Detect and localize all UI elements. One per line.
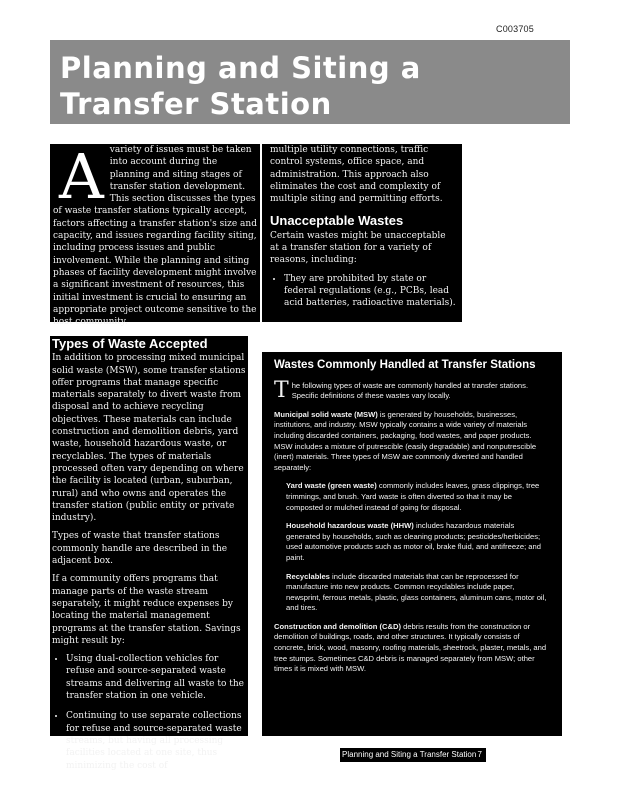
box-drop-cap: T: [274, 377, 289, 403]
types-heading: Types of Waste Accepted: [52, 336, 208, 351]
intro-text: [50, 140, 260, 328]
page-number: 7: [477, 750, 482, 759]
types-of-waste-section: [50, 336, 248, 771]
msw-definition: [274, 410, 550, 474]
yard-text: commonly includes leaves, grass clippings, tree trimmings, and brush. Yard waste is often diverted so that it may be composted or mulched instead of going for disposal.: [286, 481, 540, 512]
box-title: Wastes Commonly Handled at Transfer Stations: [274, 359, 536, 371]
unacceptable-wastes-text: Certain wastes might be unacceptable at a transfer station for a variety of reasons, including:: [270, 230, 446, 266]
recyclables-definition: [286, 572, 550, 614]
savings-list: [52, 653, 246, 772]
cd-text: debris results from the construction or demolition of buildings, roads, and other structures. It typically consists of concrete, brick, wood, masonry, roofing materials, sheetrock, plaster, metals, and tree stumps. Sometimes C&D debris is managed separately from MSW; other times it is mixed with MSW.: [274, 621, 547, 674]
cd-term: Construction and demolition (C&D): [274, 621, 401, 631]
unacceptable-wastes-list: [270, 273, 456, 310]
msw-text: is generated by households, businesses, institutions, and industry. MSW typically contains a wide variety of materials including discarded containers, packaging, food wastes, and paper products. MSW includes a mixture of putrescible (easily degradable) and nonputrescible (inert) materials. Three types of MSW are commonly diverted and handled separately:: [274, 409, 537, 472]
hhw-definition: [286, 521, 550, 563]
unacceptable-wastes-section: [262, 144, 462, 322]
continued-paragraph: multiple utility connections, traffic control systems, office space, and administration. This approach also eliminates the cost and complexity of multiple siting and permitting efforts.: [270, 145, 443, 205]
list-item: • Continuing to use separate collections for refuse and source-separated waste streams, but having all processing facilities located at one site, thus minimizing the cost of: [66, 710, 246, 771]
page-title: Planning and Siting a Transfer Station: [60, 51, 421, 121]
unacceptable-wastes-heading: Unacceptable Wastes: [270, 213, 404, 229]
msw-term: Municipal solid waste (MSW): [274, 409, 378, 419]
hhw-text: includes hazardous materials generated by households, such as cleaning products; pesticides/herbicides; used automotive products such as motor oil, brake fluid, and antifreeze; and paint.: [286, 521, 541, 562]
intro-section: [50, 140, 260, 328]
document-id: C003705: [496, 24, 534, 34]
box-lead-text: he following types of waste are commonly handled at transfer stations. Specific definitions of these wastes vary locally.: [291, 380, 529, 401]
wastes-handled-box: [262, 352, 562, 736]
yard-waste-definition: [286, 481, 550, 513]
types-paragraph-3: If a community offers programs that manage parts of the waste stream separately, it might reduce expenses by locating the material management programs at the transfer station. Savings might result by:: [52, 574, 241, 646]
types-paragraph-2: Types of waste that transfer stations commonly handle are described in the adjacent box.: [52, 531, 228, 567]
intro-paragraph: variety of issues must be taken into account during the planning and siting stages of transfer station development. This section discusses the types of waste transfer stations typically accept, factors affecting a transfer station's size and capacity, and issues regarding facility siting, including process issues and public involvement. While the planning and siting phases of facility development might involve a significant investment of resources, this initial investment is crucial to ensuring an appropriate project outcome sensitive to the host community.: [53, 145, 257, 328]
yard-term: Yard waste (green waste): [286, 481, 377, 491]
recyclables-term: Recyclables: [286, 571, 330, 581]
box-lead: [274, 377, 550, 403]
drop-cap: A: [59, 140, 104, 213]
hhw-term: Household hazardous waste (HHW): [286, 521, 414, 531]
types-paragraph-1: In addition to processing mixed municipal solid waste (MSW), some transfer stations offer programs that manage specific materials separately to divert waste from disposal and to achieve recycling objectives. These materials can include construction and demolition debris, yard waste, household hazardous waste, or recyclables. The types of materials processed often vary depending on where the facility is located (urban, suburban, rural) and who owns and operates the transfer station (public entity or private industry).: [52, 353, 246, 524]
list-item: • They are prohibited by state or federal regulations (e.g., PCBs, lead acid batteries, radioactive materials).: [284, 273, 456, 310]
cd-definition: [274, 622, 550, 675]
recyclables-text: include discarded materials that can be reprocessed for manufacture into new products. Common recyclables include paper, newsprint, ferrous metals, plastic, glass containers, aluminum cans, motor oil, and tires.: [286, 571, 547, 613]
page-footer: [340, 748, 486, 762]
footer-label: Planning and Siting a Transfer Station: [342, 750, 477, 759]
list-item: • Using dual-collection vehicles for refuse and source-separated waste streams and delivering all waste to the transfer station in one vehicle.: [66, 653, 246, 702]
